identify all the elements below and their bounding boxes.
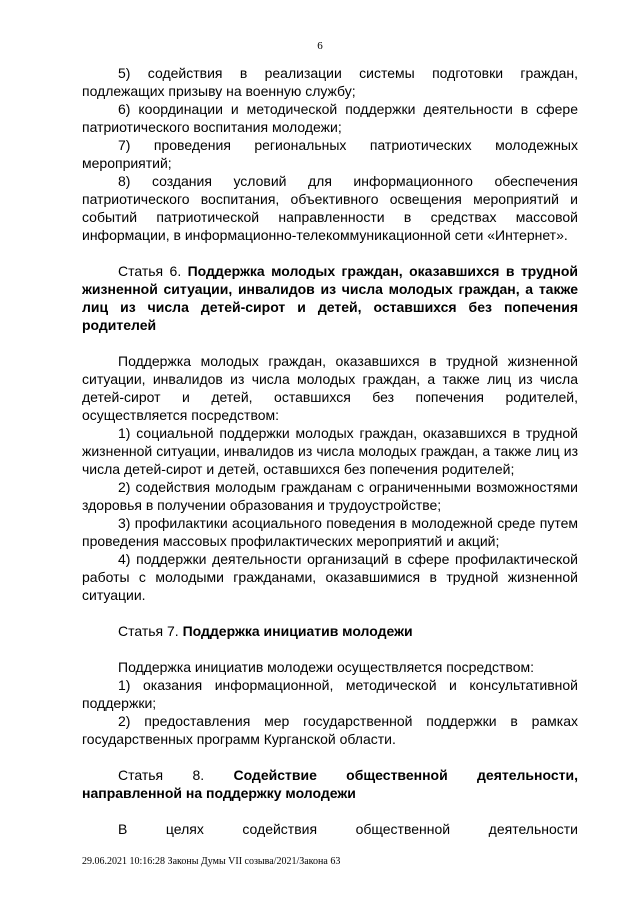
article-8-intro: В целях содействия общественной деятельности — [118, 821, 578, 837]
article-7-title: Поддержка инициатив молодежи — [182, 623, 413, 639]
article-8-title: Содействие общественной деятельности, направленной на поддержку молодежи — [82, 767, 578, 801]
list-item: 2) предоставления мер государственной поддержки в рамках государственных программ Курганской области. — [82, 713, 578, 747]
list-item: 8) создания условий для информационного обеспечения патриотического воспитания, объективного освещения мероприятий и событий патриотической направленности в средствах массовой информации, в информационно-телекоммуникационной сети «Интернет». — [82, 173, 578, 243]
article-8-heading — [82, 766, 578, 802]
document-body — [82, 64, 578, 838]
list-item: 5) содействия в реализации системы подготовки граждан, подлежащих призыву на военную службу; — [82, 65, 578, 99]
article-7-intro: Поддержка инициатив молодежи осуществляется посредством: — [118, 659, 535, 675]
list-item: 2) содействия молодым гражданам с ограниченными возможностями здоровья в получении образования и трудоустройстве; — [82, 479, 578, 513]
article-8-prefix: Статья 8. — [118, 767, 234, 783]
list-item: 1) оказания информационной, методической и консультативной поддержки; — [82, 677, 578, 711]
article-6-intro: Поддержка молодых граждан, оказавшихся в трудной жизненной ситуации, инвалидов из числа молодых граждан, а также лиц из числа детей-сирот и детей, оставшихся без попечения родителей, осуществляется посредством: — [82, 353, 578, 423]
article-6-prefix: Статья 6. — [118, 263, 188, 279]
article-7-prefix: Статья 7. — [118, 623, 183, 639]
list-item: 1) социальной поддержки молодых граждан, оказавшихся в трудной жизненной ситуации, инвалидов из числа молодых граждан, а также лиц из числа детей-сирот и детей, оставшихся без попечения родителей; — [82, 425, 578, 477]
list-item: 7) проведения региональных патриотических молодежных мероприятий; — [82, 137, 578, 171]
list-item: 3) профилактики асоциального поведения в молодежной среде путем проведения массовых профилактических мероприятий и акций; — [82, 515, 578, 549]
article-6-heading — [82, 262, 578, 334]
page-number: 6 — [317, 40, 323, 52]
article-7-heading — [82, 622, 578, 640]
footer-stamp: 29.06.2021 10:16:28 Законы Думы VII созыва/2021/Закона 63 — [82, 856, 341, 867]
article-6-title: Поддержка молодых граждан, оказавшихся в трудной жизненной ситуации, инвалидов из числа молодых граждан, а также лиц из числа детей-сирот и детей, оставшихся без попечения родителей — [82, 263, 578, 333]
list-item: 6) координации и методической поддержки деятельности в сфере патриотического воспитания молодежи; — [82, 101, 578, 135]
list-item: 4) поддержки деятельности организаций в сфере профилактической работы с молодыми гражданами, оказавшимися в трудной жизненной ситуации. — [82, 551, 578, 603]
